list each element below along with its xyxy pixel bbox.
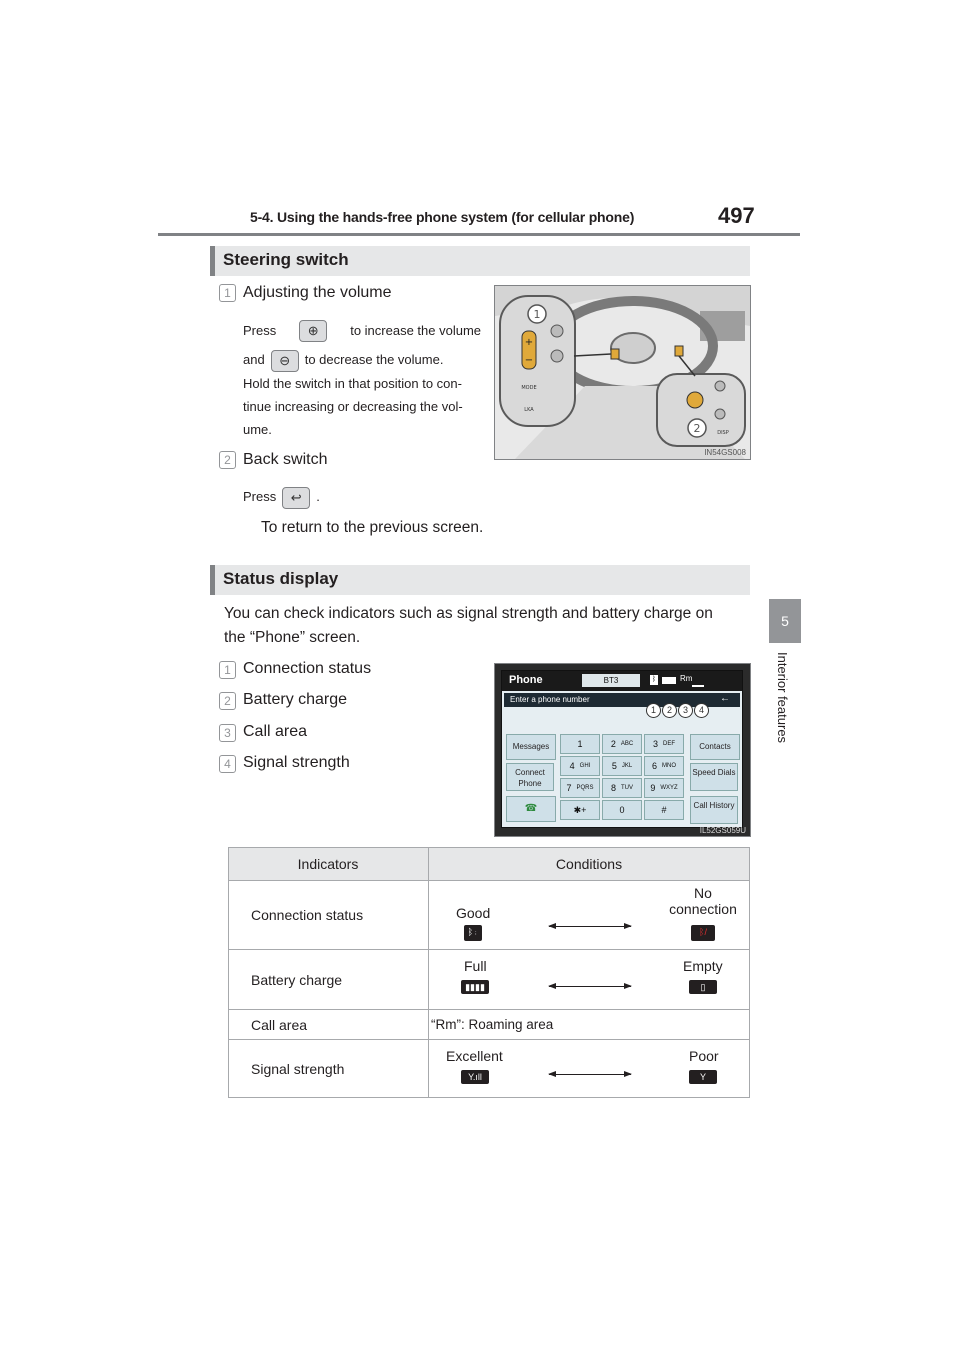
wheel-switch-label: MODE — [521, 385, 537, 391]
keypad-digit: 7 — [566, 783, 572, 793]
phone-screen — [501, 670, 743, 828]
screen-callout-1: 1 — [646, 703, 661, 718]
wheel-switch-label: DISP — [717, 430, 729, 436]
screen-callout-2: 2 — [662, 703, 677, 718]
section-header-title: 5-4. Using the hands-free phone system (for cellular phone) — [250, 209, 635, 225]
device-name: BT3 — [582, 674, 640, 687]
chapter-label: Interior features — [775, 652, 790, 744]
back-switch-icon: ↩ — [282, 487, 310, 509]
phone-screen-illustration — [494, 663, 751, 837]
keypad-key[interactable] — [560, 778, 600, 798]
table-header-row — [229, 848, 750, 881]
speed-dials-button[interactable]: Speed Dials — [690, 763, 738, 791]
hold-text-2: tinue increasing or decreasing the vol- — [243, 398, 463, 414]
steering-wheel-illustration — [494, 285, 751, 460]
keypad-digit: 9 — [650, 783, 656, 793]
poor-label: Poor — [689, 1048, 719, 1064]
bluetooth-icon: ᛒ — [651, 676, 657, 683]
keypad-key[interactable] — [602, 756, 642, 776]
range-arrow — [549, 986, 631, 987]
back-switch-instructions — [243, 485, 320, 509]
number-entry-placeholder: Enter a phone number — [510, 695, 590, 704]
keypad-letters: PQRS — [576, 785, 594, 791]
row-battery-conditions — [429, 950, 750, 1010]
keypad-digit: 5 — [611, 761, 617, 771]
status-display-title: Status display — [223, 569, 339, 588]
signal-poor-icon: Y — [689, 1070, 717, 1084]
keypad-letters: GHI — [579, 763, 591, 769]
status-item-battery: Battery charge — [243, 691, 348, 708]
keypad-letters: DEF — [663, 741, 675, 747]
press2-label: Press — [243, 489, 277, 504]
full-label: Full — [464, 958, 487, 974]
signal-excellent-icon: Y.ıll — [461, 1070, 489, 1084]
keypad-key[interactable] — [602, 734, 642, 754]
hold-text-3: ume. — [243, 421, 272, 437]
status-item-signal: Signal strength — [243, 754, 350, 771]
status-display-heading — [210, 565, 750, 595]
item-number-1: 1 — [219, 284, 236, 302]
keypad-key[interactable] — [644, 800, 684, 820]
status-num-1: 1 — [219, 661, 236, 679]
keypad-digit: 2 — [610, 739, 616, 749]
roaming-label: Rm — [680, 674, 693, 683]
signal-icon — [692, 676, 704, 687]
battery-icon — [662, 677, 676, 684]
screen-callout-3: 3 — [678, 703, 693, 718]
press-label: Press — [243, 323, 277, 338]
row-signal-indicator: Signal strength — [229, 1040, 429, 1098]
screen-title: Phone — [509, 674, 543, 686]
no-label: No — [694, 885, 712, 901]
keypad-digit: 3 — [652, 739, 658, 749]
keypad-letters: MNO — [662, 763, 676, 769]
phone-figure-code: IL52GS059U — [699, 826, 746, 835]
excellent-label: Excellent — [446, 1048, 503, 1064]
decrease-text: to decrease the volume. — [304, 352, 444, 367]
table-row — [229, 881, 750, 950]
status-item-connection: Connection status — [243, 660, 372, 677]
keypad-key[interactable] — [602, 778, 642, 798]
svg-text:+: + — [524, 337, 534, 348]
keypad-letters: WXYZ — [660, 785, 678, 791]
table-row — [229, 1010, 750, 1040]
row-connection-indicator: Connection status — [229, 881, 429, 950]
messages-button[interactable]: Messages — [506, 734, 556, 760]
backspace-icon[interactable]: ← — [720, 693, 730, 704]
table-row — [229, 1040, 750, 1098]
screen-callouts — [646, 703, 709, 718]
keypad-digit: # — [661, 805, 667, 815]
keypad-key[interactable] — [644, 778, 684, 798]
steering-switch-heading — [210, 246, 750, 276]
and-label: and — [243, 352, 265, 367]
range-arrow — [549, 926, 631, 927]
steering-switch-title: Steering switch — [223, 250, 349, 269]
row-call-area-indicator: Call area — [229, 1010, 429, 1040]
keypad-key[interactable] — [602, 800, 642, 820]
status-num-4: 4 — [219, 755, 236, 773]
steering-wheel-drawing — [495, 286, 750, 459]
page-number: 497 — [718, 203, 755, 228]
keypad-key[interactable] — [644, 756, 684, 776]
no-connection-label — [667, 885, 739, 917]
keypad-key[interactable] — [644, 734, 684, 754]
hold-text-1: Hold the switch in that position to con- — [243, 375, 462, 391]
keypad-digit: 0 — [619, 805, 625, 815]
svg-text:−: − — [524, 355, 534, 366]
callout-1-icon: 1 — [533, 308, 541, 321]
keypad-letters: ABC — [620, 741, 634, 747]
battery-empty-icon: ▯ — [689, 980, 717, 994]
wheel-switch-label: LKA — [524, 407, 534, 413]
keypad-key[interactable] — [560, 734, 600, 754]
item-number-2: 2 — [219, 451, 236, 469]
back-switch-title: Back switch — [243, 451, 328, 468]
keypad-digit: 6 — [651, 761, 657, 771]
good-label: Good — [456, 905, 491, 921]
range-arrow — [549, 1074, 631, 1075]
keypad-letters: TUV — [621, 785, 633, 791]
status-num-2: 2 — [219, 692, 236, 710]
keypad-key[interactable] — [560, 756, 600, 776]
row-signal-conditions — [429, 1040, 750, 1098]
keypad-key[interactable] — [560, 800, 600, 820]
keypad-digit: 4 — [569, 761, 575, 771]
call-button-icon[interactable]: ☎ — [506, 796, 556, 822]
connect-phone-button[interactable]: Connect Phone — [506, 763, 554, 791]
keypad-digit: ✱+ — [573, 804, 587, 815]
bluetooth-connected-icon: ᛒ⋮ — [464, 925, 482, 941]
header-rule — [158, 233, 800, 236]
increase-text: to increase the volume — [350, 323, 481, 338]
contacts-button[interactable]: Contacts — [690, 734, 740, 760]
volume-instructions — [243, 319, 481, 441]
row-battery-indicator: Battery charge — [229, 950, 429, 1010]
chapter-tab: 5 — [769, 599, 801, 643]
col-indicators: Indicators — [229, 848, 429, 881]
row-call-area-conditions: “Rm”: Roaming area — [429, 1010, 750, 1040]
battery-full-icon: ▮▮▮▮ — [461, 980, 489, 994]
row-connection-conditions — [429, 881, 750, 950]
screen-callout-4: 4 — [694, 703, 709, 718]
volume-up-switch-icon: ⊕ — [299, 320, 327, 342]
keypad-letters: JKL — [621, 763, 633, 769]
dial-keypad — [560, 734, 684, 820]
return-text: To return to the previous screen. — [261, 519, 484, 536]
volume-down-switch-icon: ⊖ — [271, 350, 299, 372]
adjust-volume-title: Adjusting the volume — [243, 284, 392, 301]
status-intro-line2: the “Phone” screen. — [224, 629, 361, 646]
empty-label: Empty — [683, 958, 723, 974]
indicators-table — [228, 847, 750, 1098]
call-history-button[interactable]: Call History — [690, 796, 738, 824]
figure-code: IN54GS008 — [704, 448, 746, 457]
keypad-digit: 1 — [577, 739, 583, 749]
status-intro-line1: You can check indicators such as signal strength and battery charge on — [224, 605, 713, 622]
connection-label: connection — [669, 901, 737, 917]
keypad-digit: 8 — [610, 783, 616, 793]
table-row — [229, 950, 750, 1010]
callout-2-icon: 2 — [693, 422, 701, 435]
status-item-call-area: Call area — [243, 723, 308, 740]
status-num-3: 3 — [219, 724, 236, 742]
bluetooth-disconnected-icon: ᛒ/ — [691, 925, 715, 941]
col-conditions: Conditions — [429, 848, 750, 881]
period-label: . — [316, 489, 320, 504]
